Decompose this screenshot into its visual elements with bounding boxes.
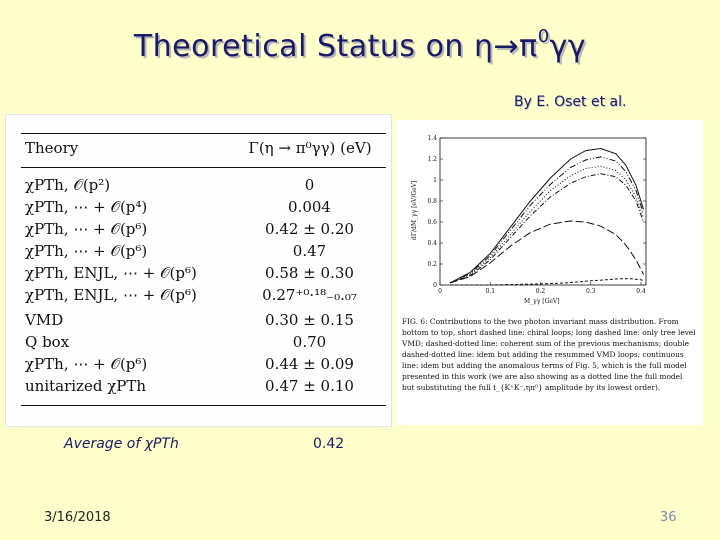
x-tick-label: 0.2 bbox=[535, 288, 546, 295]
row-theory: χPTh, ENJL, ⋯ + 𝒪(p⁶) bbox=[25, 286, 197, 304]
y-tick-label: 0.8 bbox=[427, 198, 437, 205]
y-tick-label: 1 bbox=[433, 177, 437, 184]
row-value: 0.58 ± 0.30 bbox=[265, 264, 354, 282]
row-value: 0.70 bbox=[292, 333, 327, 351]
row-theory: χPTh, ENJL, ⋯ + 𝒪(p⁶) bbox=[25, 264, 197, 282]
mass-distribution-plot bbox=[396, 120, 703, 316]
x-axis-label: M_γγ [GeV] bbox=[524, 298, 560, 305]
y-tick-label: 0 bbox=[433, 282, 437, 289]
row-theory: Q box bbox=[25, 333, 70, 351]
table-top-rule bbox=[21, 133, 386, 134]
row-theory: unitarized χPTh bbox=[25, 377, 147, 395]
plot-frame bbox=[440, 138, 646, 285]
row-value: 0 bbox=[304, 176, 315, 194]
series-line-long-dash bbox=[450, 221, 644, 283]
table-row bbox=[21, 220, 386, 242]
byline: By E. Oset et al. bbox=[514, 94, 627, 110]
x-tick-label: 0.4 bbox=[636, 288, 646, 295]
row-value: 0.42 ± 0.20 bbox=[265, 220, 354, 238]
y-axis-label: dΓ/dM_γγ [eV/GeV] bbox=[411, 180, 418, 240]
row-theory: χPTh, ⋯ + 𝒪(p⁶) bbox=[25, 220, 148, 238]
table-header bbox=[21, 139, 386, 161]
table-bottom-rule bbox=[21, 405, 386, 406]
title-main: Theoretical Status on η→π bbox=[133, 29, 538, 64]
table-row bbox=[21, 311, 386, 333]
table-row bbox=[21, 176, 386, 198]
table-row bbox=[21, 242, 386, 264]
row-value: 0.44 ± 0.09 bbox=[265, 355, 354, 373]
table-row bbox=[21, 264, 386, 286]
row-value: 0.004 bbox=[288, 198, 331, 216]
x-tick-label: 0.1 bbox=[485, 288, 496, 295]
x-tick-label: 0.3 bbox=[585, 288, 596, 295]
table-row bbox=[21, 355, 386, 377]
series-line-short-dash bbox=[450, 279, 644, 285]
row-theory: χPTh, ⋯ + 𝒪(p⁴) bbox=[25, 198, 148, 216]
row-value: 0.27⁺⁰·¹⁸₋₀.₀₇ bbox=[262, 286, 357, 304]
page-number: 36 bbox=[660, 510, 677, 525]
row-value: 0.47 bbox=[292, 242, 327, 260]
x-tick-label: 0 bbox=[438, 288, 442, 295]
y-tick-label: 0.6 bbox=[427, 219, 437, 226]
y-tick-label: 0.4 bbox=[427, 240, 437, 247]
theory-table bbox=[5, 114, 392, 427]
series-line-dotted bbox=[450, 166, 644, 283]
figure-panel bbox=[396, 120, 703, 425]
header-theory: Theory bbox=[25, 139, 79, 157]
table-row bbox=[21, 333, 386, 355]
row-theory: χPTh, 𝒪(p²) bbox=[25, 176, 111, 194]
header-width: Γ(η → π⁰γγ) (eV) bbox=[248, 139, 372, 157]
row-theory: VMD bbox=[25, 311, 64, 329]
y-tick-label: 1.4 bbox=[427, 135, 437, 142]
title-superscript: 0 bbox=[537, 26, 550, 47]
series-line-solid bbox=[450, 149, 644, 283]
figure-caption: FIG. 6: Contributions to the two photon invariant mass distribution. From bottom to top, short dashed line: chiral loops; long dashed line: only tree level VMD; dashed-dotted line: coherent sum of the previous mechanisms; double dashed-dotted line: idem but adding the resummed VMD loops; continuous line: idem but adding the anomalous terms of Fig. 5, which is the full model presented in this work (we are also showing as a dotted line the full model but substituting the full t_{K⁺K⁻,ηπ⁰} amplitude by its lowest order). bbox=[402, 317, 696, 392]
row-value: 0.47 ± 0.10 bbox=[265, 377, 354, 395]
title-tail: γγ bbox=[549, 29, 587, 64]
table-row bbox=[21, 377, 386, 399]
average-label: Average of χPTh bbox=[64, 436, 179, 452]
y-tick-label: 1.2 bbox=[427, 156, 437, 163]
table-header-rule bbox=[21, 167, 386, 168]
row-theory: χPTh, ⋯ + 𝒪(p⁶) bbox=[25, 242, 148, 260]
y-tick-label: 0.2 bbox=[427, 261, 437, 268]
row-value: 0.30 ± 0.15 bbox=[265, 311, 354, 329]
table-row bbox=[21, 286, 386, 308]
average-value: 0.42 bbox=[313, 436, 345, 452]
row-theory: χPTh, ⋯ + 𝒪(p⁶) bbox=[25, 355, 148, 373]
slide-title bbox=[0, 26, 720, 64]
slide-date: 3/16/2018 bbox=[44, 510, 111, 525]
table-row bbox=[21, 198, 386, 220]
